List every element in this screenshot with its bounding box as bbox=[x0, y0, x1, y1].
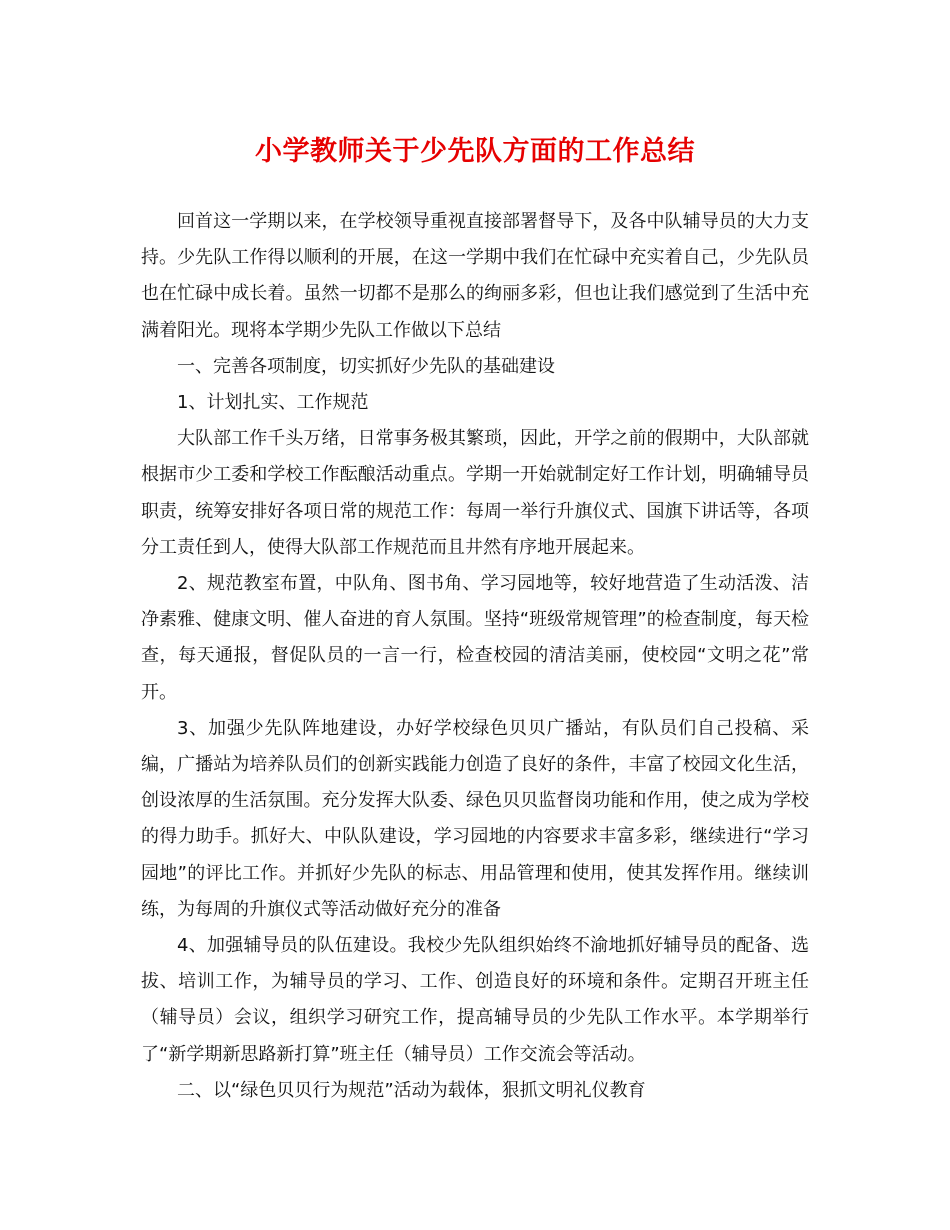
paragraph-planning: 大队部工作千头万绪，日常事务极其繁琐，因此，开学之前的假期中，大队部就根据市少工委和学校工作酝酿活动重点。学期一开始就制定好工作计划，明确辅导员职责，统筹安排好各项日常的规范工作：每周一举行升旗仪式、国旗下讲话等，各项分工责任到人，使得大队部工作规范而且井然有序地开展起来。 bbox=[141, 428, 809, 558]
document-body bbox=[141, 204, 809, 1109]
paragraph-position-building: 3、加强少先队阵地建设，办好学校绿色贝贝广播站，有队员们自己投稿、采编，广播站为培养队员们的创新实践能力创造了良好的条件，丰富了校园文化生活，创设浓厚的生活氛围。充分发挥大队委、绿色贝贝监督岗功能和作用，使之成为学校的得力助手。抓好大、中队队建设，学习园地的内容要求丰富多彩，继续进行“学习园地”的评比工作。并抓好少先队的标志、用品管理和使用，使其发挥作用。继续训练，为每周的升旗仪式等活动做好充分的准备 bbox=[141, 717, 809, 920]
paragraph-classroom: 2、规范教室布置，中队角、图书角、学习园地等，较好地营造了生动活泼、洁净素雅、健康文明、催人奋进的育人氛围。坚持“班级常规管理”的检查制度，每天检查，每天通报，督促队员的一言一行，检查校园的清洁美丽，使校园“文明之花”常开。 bbox=[141, 573, 809, 703]
paragraph-intro: 回首这一学期以来，在学校领导重视直接部署督导下，及各中队辅导员的大力支持。少先队工作得以顺利的开展，在这一学期中我们在忙碌中充实着自己，少先队员也在忙碌中成长着。虽然一切都不是那么的绚丽多彩，但也让我们感觉到了生活中充满着阳光。现将本学期少先队工作做以下总结 bbox=[141, 211, 809, 341]
subsection-heading-1: 1、计划扎实、工作规范 bbox=[177, 392, 369, 414]
paragraph-counselor-team: 4、加强辅导员的队伍建设。我校少先队组织始终不渝地抓好辅导员的配备、选拔、培训工作，为辅导员的学习、工作、创造良好的环境和条件。定期召开班主任（辅导员）会议，组织学习研究工作，提高辅导员的少先队工作水平。本学期举行了“新学期新思路新打算”班主任（辅导员）工作交流会等活动。 bbox=[141, 935, 809, 1065]
section-heading-2: 二、以“绿色贝贝行为规范”活动为载体，狠抓文明礼仪教育 bbox=[177, 1079, 646, 1101]
document-title: 小学教师关于少先队方面的工作总结 bbox=[255, 136, 695, 167]
section-heading-1: 一、完善各项制度，切实抓好少先队的基础建设 bbox=[177, 355, 555, 377]
